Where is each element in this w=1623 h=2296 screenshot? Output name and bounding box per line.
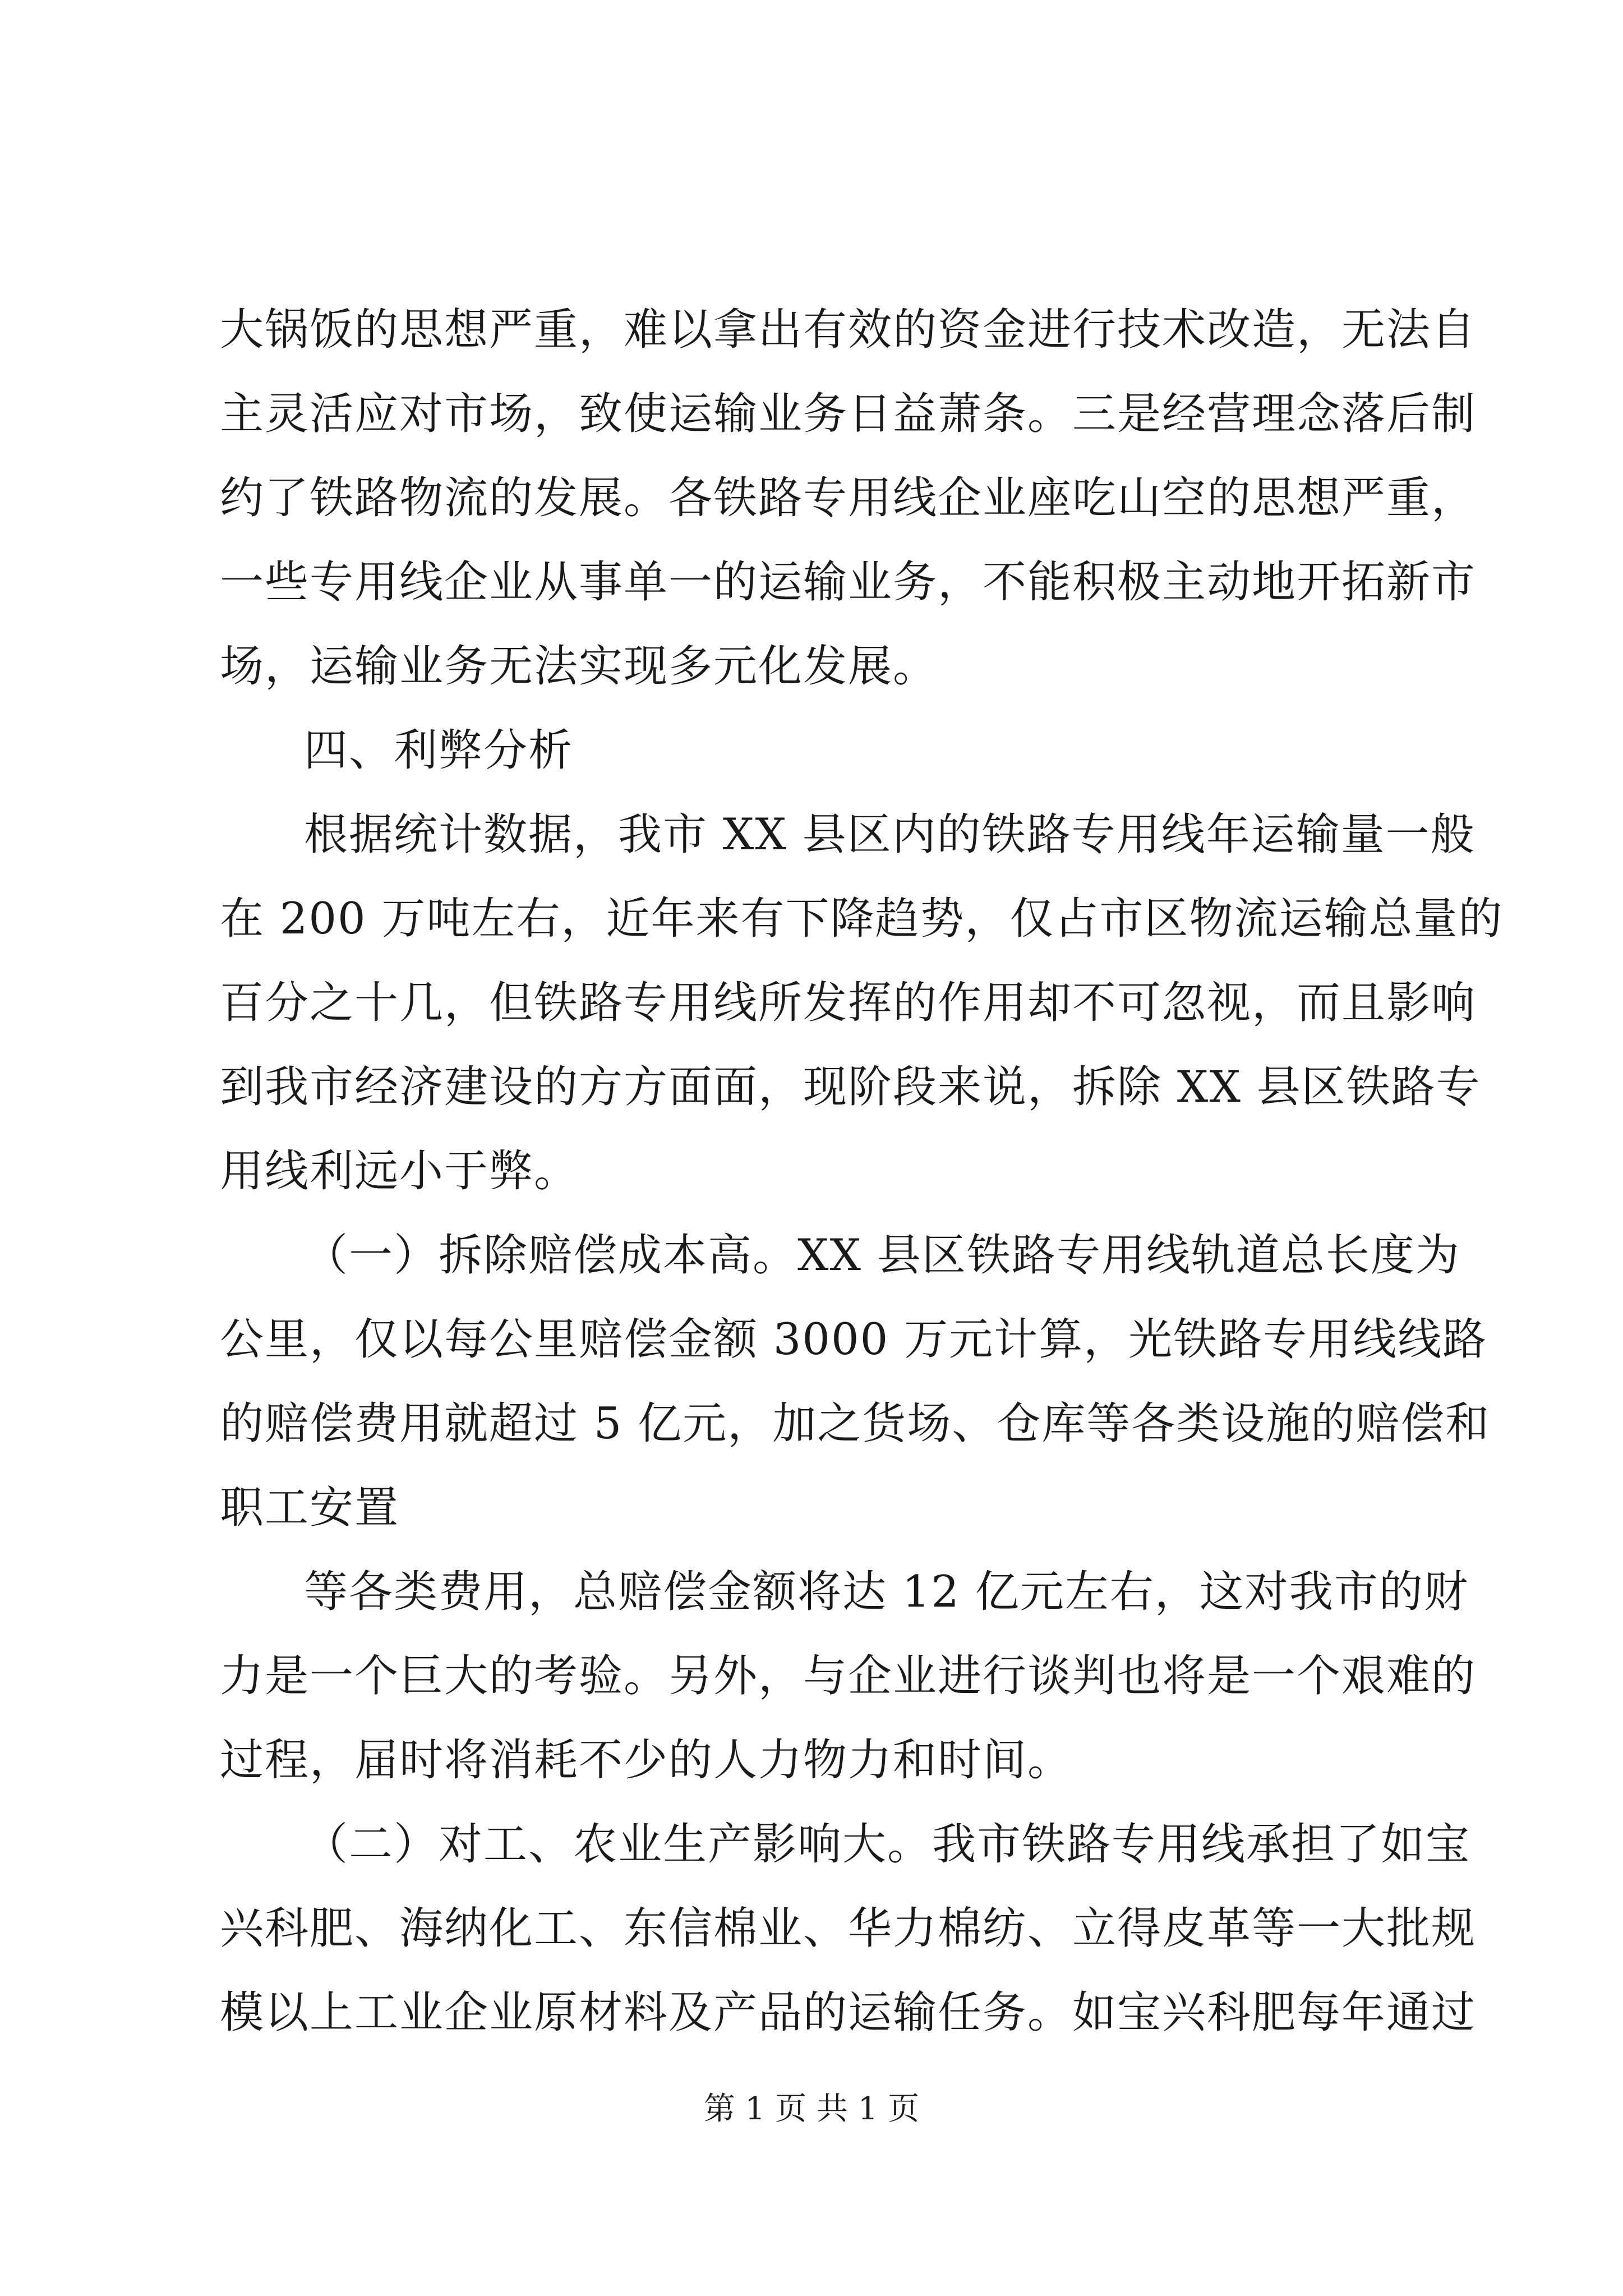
text-line: 职工安置 xyxy=(220,1483,400,1533)
text-line: 在 200 万吨左右，近年来有下降趋势，仅占市区物流运输总量的 xyxy=(220,894,1504,944)
text-line: 模以上工业企业原材料及产品的运输任务。如宝兴科肥每年通过 xyxy=(220,1987,1477,2038)
page-number-footer: 第 1 页 共 1 页 xyxy=(703,2091,920,2127)
text-line: 力是一个巨大的考验。另外，与企业进行谈判也将是一个艰难的 xyxy=(220,1651,1477,1701)
text-line: 到我市经济建设的方方面面，现阶段来说，拆除 XX 县区铁路专 xyxy=(220,1062,1481,1112)
subsection-heading: （一）拆除赔偿成本高。XX 县区铁路专用线轨道总长度为 xyxy=(304,1230,1460,1281)
text-line: 的赔偿费用就超过 5 亿元，加之货场、仓库等各类设施的赔偿和 xyxy=(220,1398,1491,1449)
text-line: 场，运输业务无法实现多元化发展。 xyxy=(220,641,938,692)
text-line: 百分之十几，但铁路专用线所发挥的作用却不可忽视，而且影响 xyxy=(220,978,1477,1028)
text-line: 用线利远小于弊。 xyxy=(220,1146,579,1197)
text-line: 兴科肥、海纳化工、东信棉业、华力棉纺、立得皮革等一大批规 xyxy=(220,1903,1477,1954)
text-line: 过程，届时将消耗不少的人力物力和时间。 xyxy=(220,1735,1073,1786)
section-heading: 四、利弊分析 xyxy=(304,725,574,776)
text-line: 主灵活应对市场，致使运输业务日益萧条。三是经营理念落后制 xyxy=(220,389,1477,439)
text-line: 等各类费用，总赔偿金额将达 12 亿元左右，这对我市的财 xyxy=(304,1567,1469,1617)
text-line: 约了铁路物流的发展。各铁路专用线企业座吃山空的思想严重， xyxy=(220,473,1477,523)
text-line: 根据统计数据，我市 XX 县区内的铁路专用线年运输量一般 xyxy=(304,809,1476,860)
text-line: 公里，仅以每公里赔偿金额 3000 万元计算，光铁路专用线线路 xyxy=(220,1314,1488,1365)
text-line: 一些专用线企业从事单一的运输业务，不能积极主动地开拓新市 xyxy=(220,557,1477,608)
subsection-heading: （二）对工、农业生产影响大。我市铁路专用线承担了如宝 xyxy=(304,1819,1471,1870)
text-line: 大锅饭的思想严重，难以拿出有效的资金进行技术改造，无法自 xyxy=(220,305,1477,355)
